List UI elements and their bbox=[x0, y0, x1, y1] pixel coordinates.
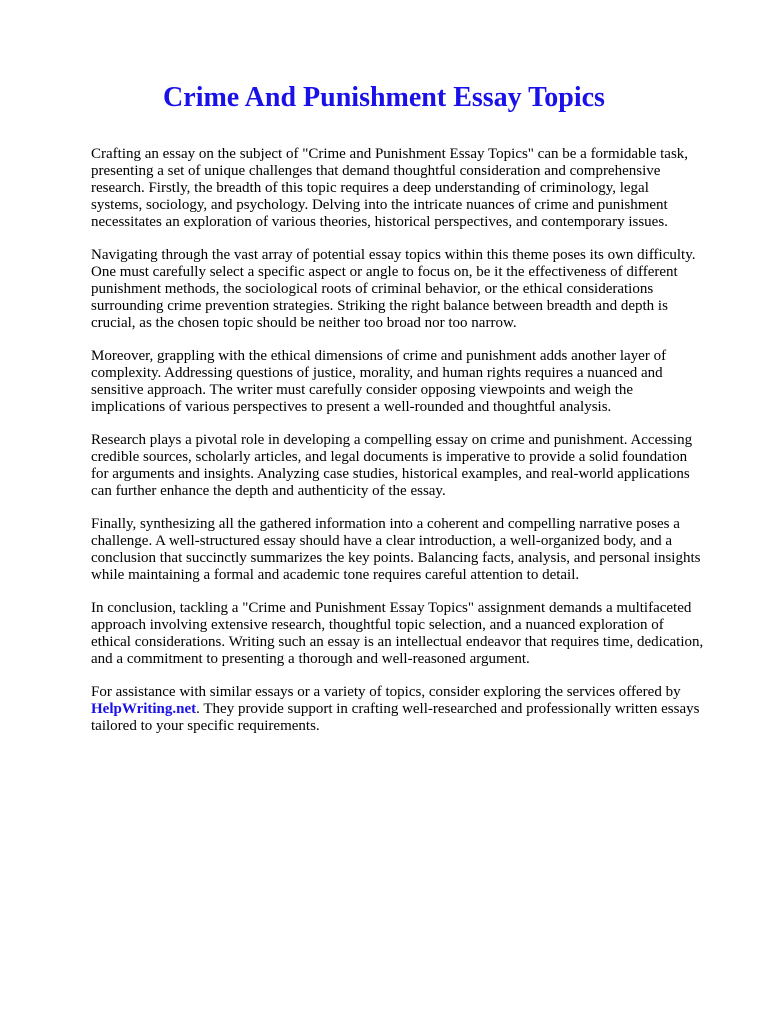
paragraph-conclusion: In conclusion, tackling a "Crime and Punishment Essay Topics" assignment demands a multifaceted approach involving extensive research, thoughtful topic selection, and a nuanced exploration of ethical considerations. Writing such an essay is an intellectual endeavor that requires time, dedication, and a commitment to presenting a thorough and well-reasoned argument. bbox=[91, 600, 704, 667]
closing-text-after-link: . They provide support in crafting well-researched and professionally written essays tailored to your specific requirements. bbox=[91, 701, 700, 734]
closing-text-before-link: For assistance with similar essays or a variety of topics, consider exploring the services offered by bbox=[91, 684, 681, 700]
helpwriting-link[interactable]: HelpWriting.net bbox=[91, 701, 197, 717]
page-title: Crime And Punishment Essay Topics bbox=[163, 82, 605, 113]
paragraph-synthesis: Finally, synthesizing all the gathered information into a coherent and compelling narrative poses a challenge. A well-structured essay should have a clear introduction, a well-organized body, and a conclusion that succinctly summarizes the key points. Balancing facts, analysis, and personal insights while maintaining a formal and academic tone requires careful attention to detail. bbox=[91, 516, 701, 583]
paragraph-intro: Crafting an essay on the subject of "Crime and Punishment Essay Topics" can be a formidable task, presenting a set of unique challenges that demand thoughtful consideration and comprehensive research. Firstly, the breadth of this topic requires a deep understanding of criminology, legal systems, sociology, and psychology. Delving into the intricate nuances of crime and punishment necessitates an exploration of various theories, historical perspectives, and contemporary issues. bbox=[91, 146, 689, 230]
paragraph-closing bbox=[91, 684, 731, 735]
paragraph-ethics: Moreover, grappling with the ethical dimensions of crime and punishment adds another layer of complexity. Addressing questions of justice, morality, and human rights requires a nuanced and sensitive approach. The writer must carefully consider opposing viewpoints and weigh the implications of various perspectives to present a well-rounded and thoughtful analysis. bbox=[91, 348, 667, 415]
essay-body bbox=[91, 146, 731, 751]
paragraph-research: Research plays a pivotal role in developing a compelling essay on crime and punishment. Accessing credible sources, scholarly articles, and legal documents is imperative to provide a solid foundation for arguments and insights. Analyzing case studies, historical examples, and real-world applications can further enhance the depth and authenticity of the essay. bbox=[91, 432, 693, 499]
paragraph-topic-selection: Navigating through the vast array of potential essay topics within this theme poses its own difficulty. One must carefully select a specific aspect or angle to focus on, be it the effectiveness of different punishment methods, the sociological roots of criminal behavior, or the ethical considerations surrounding crime prevention strategies. Striking the right balance between breadth and depth is crucial, as the chosen topic should be neither too broad nor too narrow. bbox=[91, 247, 696, 331]
